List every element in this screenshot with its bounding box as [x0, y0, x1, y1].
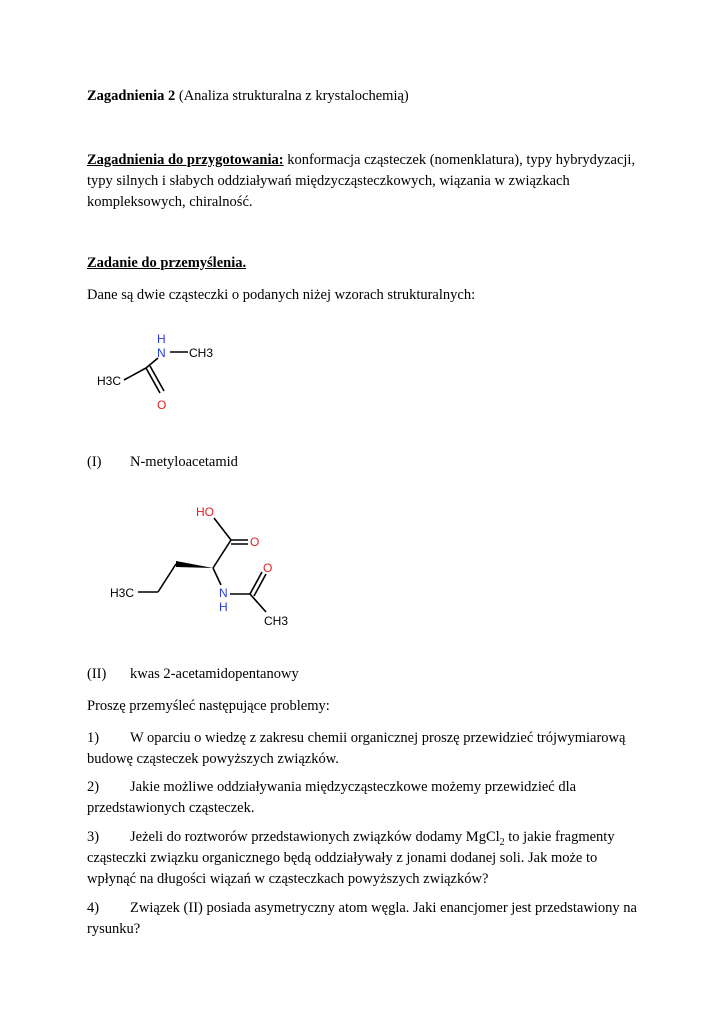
- problem-1: 1) W oparciu o wiedzę z zakresu chemii organicznej proszę przewidzieć trójwymiarową budowę cząsteczek powyższych związków.: [87, 730, 626, 767]
- problem-2: 2) Jakie możliwe oddziaływania międzycząsteczkowe możemy przewidzieć dla przedstawionych cząsteczek.: [87, 779, 577, 816]
- task-label: Zadanie do przemyślenia.: [87, 255, 247, 271]
- prep-text: konformacja cząsteczek (nomenklatura), typy hybrydyzacji, typy silnych i słabych oddziaływań międzycząsteczkowych, wiązania w związkach kompleksowych, chiralność.: [87, 152, 636, 210]
- molecule-1-drawing: [97, 332, 213, 412]
- molecule-2-atom-n: N: [219, 586, 228, 600]
- molecule-1-atom-n: N: [157, 346, 166, 360]
- molecule-2-caption: (II) kwas 2-acetamidopentanowy: [87, 666, 299, 682]
- molecule-2-atom-o2: O: [263, 561, 273, 575]
- molecule-2-atom-h3c: H3C: [110, 586, 135, 600]
- molecule-1-atom-h: H: [157, 332, 166, 346]
- molecule-2-atom-o: O: [250, 535, 260, 549]
- molecule-2-atom-ho: HO: [196, 505, 214, 519]
- molecule-1-atom-o: O: [157, 398, 167, 412]
- molecule-2-atom-h: H: [219, 600, 228, 614]
- molecule-1-atom-h3c: H3C: [97, 374, 122, 388]
- molecule-1-caption: (I) N-metyloacetamid: [87, 454, 238, 470]
- problems-intro: Proszę przemyśleć następujące problemy:: [87, 698, 330, 714]
- molecule-2-drawing: [110, 505, 288, 628]
- molecule-2-atom-ch3: CH3: [264, 614, 289, 628]
- problem-3: 3) Jeżeli do roztworów przedstawionych związków dodamy MgCl$_2$ to jakie fragmenty cząsteczki związku organicznego będą oddziaływały z jonami dodanej soli. Jak może to wpłynąć na długości wiązań w cząsteczkach powyższych związków?: [87, 829, 615, 887]
- prep-label: Zagadnienia do przygotowania:: [87, 152, 284, 168]
- heading-rest: (Analiza strukturalna z krystalochemią): [175, 88, 409, 104]
- task-intro: Dane są dwie cząsteczki o podanych niżej wzorach strukturalnych:: [87, 287, 476, 303]
- heading-bold: Zagadnienia 2: [87, 88, 176, 104]
- problem-4: 4) Związek (II) posiada asymetryczny atom węgla. Jaki enancjomer jest przedstawiony na rysunku?: [87, 900, 637, 937]
- molecule-1-atom-ch3: CH3: [189, 346, 214, 360]
